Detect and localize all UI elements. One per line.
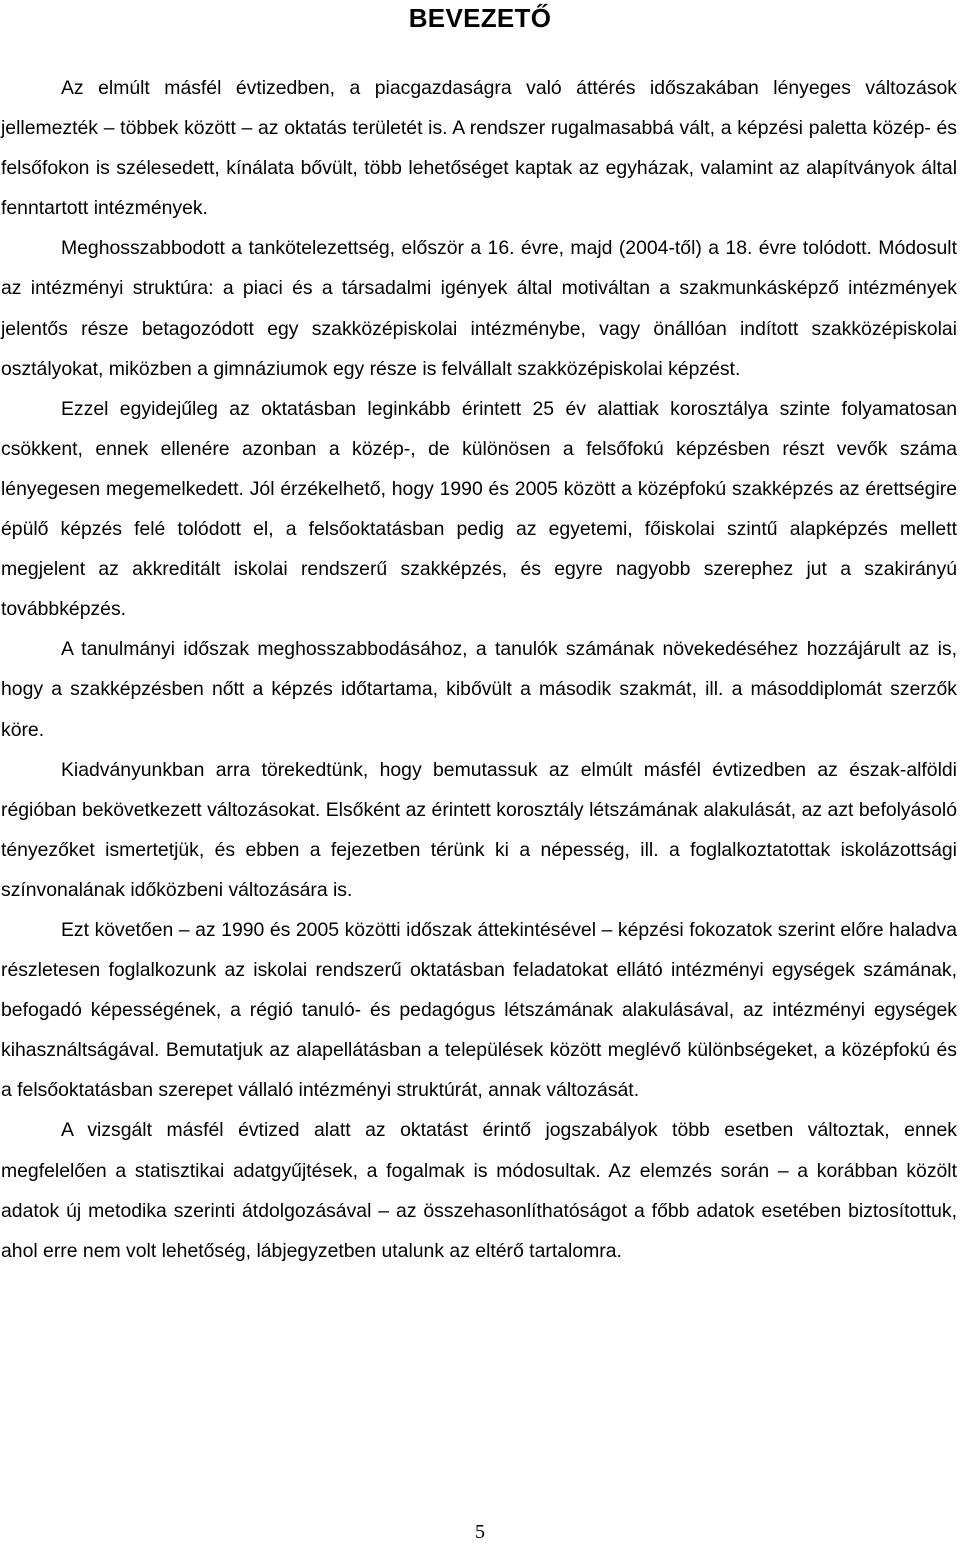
paragraph: Meghosszabbodott a tankötelezettség, először a 16. évre, majd (2004-től) a 18. évre tolódott. Módosult az intézményi struktúra: a piaci és a társadalmi igények által motiváltan a szakmunkásképző intézmények jelentős része betagozódott egy szakközépiskolai intézménybe, vagy önállóan indított szakközépiskolai osztályokat, miközben a gimnáziumok egy része is felvállalt szakközépiskolai képzést. — [1, 237, 957, 380]
paragraph: Ezzel egyidejűleg az oktatásban leginkább érintett 25 év alattiak korosztálya szinte folyamatosan csökkent, ennek ellenére azonban a közép-, de különösen a felsőfokú képzésben részt vevők száma lényegesen megemelkedett. Jól érzékelhető, hogy 1990 és 2005 között a középfokú szakképzés az érettségire épülő képzés felé tolódott el, a felsőoktatásban pedig az egyetemi, főiskolai szintű alapképzés mellett megjelent az akkreditált iskolai rendszerű szakképzés, és egyre nagyobb szerephez jut a szakirányú továbbképzés. — [1, 397, 957, 621]
paragraph: Kiadványunkban arra törekedtünk, hogy bemutassuk az elmúlt másfél évtizedben az észak-alföldi régióban bekövetkezett változásokat. Elsőként az érintett korosztály létszámának alakulását, az azt befolyásoló tényezőket ismertetjük, és ebben a fejezetben térünk ki a népesség, ill. a foglalkoztatottak iskolázottsági színvonalának időközbeni változására is. — [1, 758, 957, 901]
paragraph: A vizsgált másfél évtized alatt az oktatást érintő jogszabályok több esetben változtak, ennek megfelelően a statisztikai adatgyűjtések, a fogalmak is módosultak. Az elemzés során – a korábban közölt adatok új metodika szerinti átdolgozásával – az összehasonlíthatóságot a főbb adatok esetében biztosítottuk, ahol erre nem volt lehetőség, lábjegyzetben utalunk az eltérő tartalomra. — [1, 1119, 957, 1262]
page-title: BEVEZETŐ — [408, 3, 552, 33]
paragraph: A tanulmányi időszak meghosszabbodásához, a tanulók számának növekedéséhez hozzájárult az is, hogy a szakképzésben nőtt a képzés időtartama, kibővült a második szakmát, ill. a másoddiplomát szerzők köre. — [1, 638, 957, 741]
page-number: 5 — [475, 1521, 485, 1543]
paragraph: Ezt követően – az 1990 és 2005 közötti időszak áttekintésével – képzési fokozatok szerint előre haladva részletesen foglalkozunk az iskolai rendszerű oktatásban feladatokat ellátó intézményi egységek számának, befogadó képességének, a régió tanuló- és pedagógus létszámának alakulásával, az intézményi egységek kihasználtságával. Bemutatjuk az alapellátásban a települések között meglévő különbségeket, a középfokú és a felsőoktatásban szerepet vállaló intézményi struktúrát, annak változását. — [1, 918, 957, 1102]
paragraph: Az elmúlt másfél évtizedben, a piacgazdaságra való áttérés időszakában lényeges változások jellemezték – többek között – az oktatás területét is. A rendszer rugalmasabbá vált, a képzési paletta közép- és felsőfokon is szélesedett, kínálata bővült, több lehetőséget kaptak az egyházak, valamint az alapítványok által fenntartott intézmények. — [1, 77, 957, 220]
document-body — [0, 68, 960, 1271]
